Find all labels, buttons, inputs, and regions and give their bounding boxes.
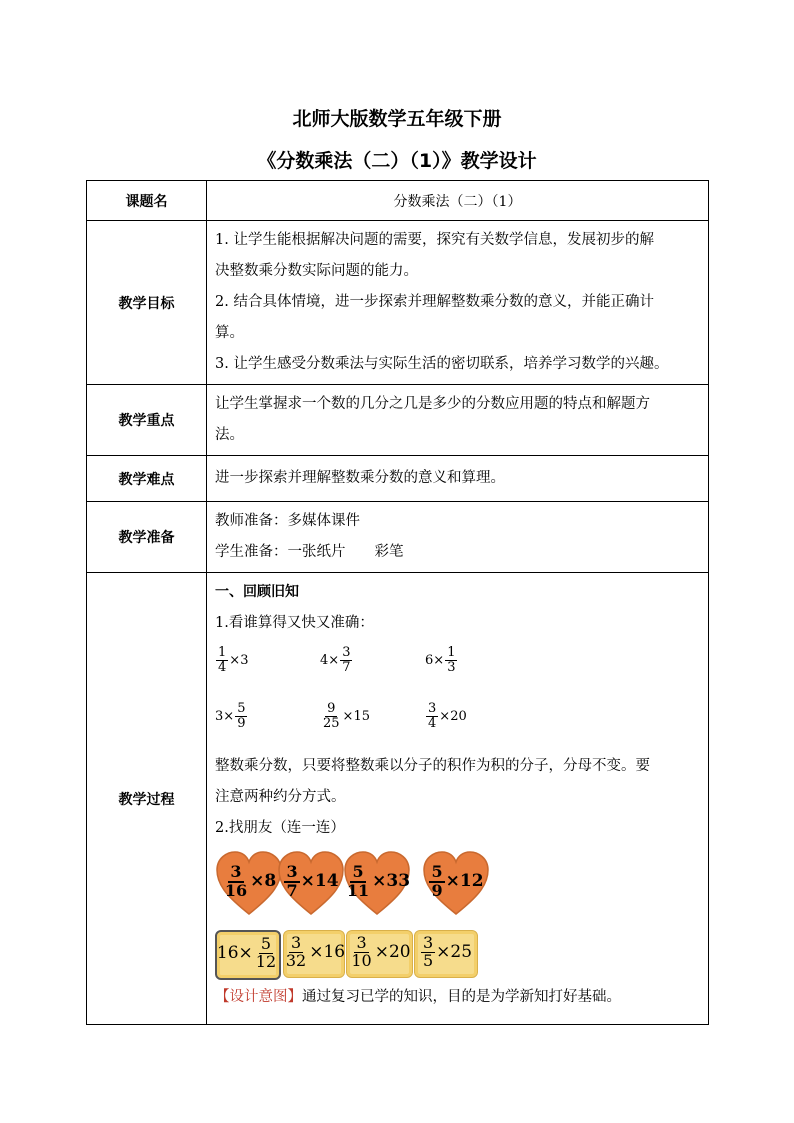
heart-card[interactable]: [215, 850, 283, 916]
value-key: [207, 385, 709, 456]
fraction: $\frac{9}{25}$: [323, 701, 340, 731]
value-difficulty: 进一步探索并理解整数乘分数的意义和算理。: [207, 456, 709, 502]
exercise-row-2: [215, 695, 702, 751]
exercise-heading: 1.看谁算得又快又准确：: [215, 615, 374, 631]
label-topic: 课题名: [87, 181, 207, 221]
multiplication-expression: $\frac{3}{32}$ × 16: [285, 933, 346, 970]
fraction: $\frac{3}{10}$: [351, 933, 372, 970]
answer-card[interactable]: [414, 930, 478, 978]
multiplication-expression: 6 × $\frac{1}{3}$: [425, 645, 456, 675]
note-line: 注意两种约分方式。: [215, 789, 346, 805]
multiplication-expression: 3 × $\frac{5}{9}$: [215, 701, 246, 731]
row-topic: [87, 181, 709, 221]
answer-card[interactable]: [215, 930, 281, 980]
multiplication-expression: $\frac{5}{9}$ × 12: [431, 862, 484, 900]
heart-card[interactable]: [277, 850, 345, 916]
intent-text: 通过复习已学的知识，目的是为学新知打好基础。: [302, 989, 621, 1005]
label-goals: 教学目标: [87, 221, 207, 385]
key-line: 法。: [215, 427, 244, 443]
doc-title: 北师大版数学五年级下册: [292, 108, 502, 130]
heart-card[interactable]: [343, 850, 411, 916]
heart-card[interactable]: [422, 850, 490, 916]
exercise-row-1: [215, 639, 702, 695]
row-process: [87, 573, 709, 1025]
fraction: $\frac{5}{11}$: [346, 862, 370, 900]
fraction: $\frac{5}{9}$: [237, 701, 246, 731]
fraction: $\frac{3}{7}$: [342, 645, 351, 675]
lesson-plan-table: [86, 180, 709, 1025]
goal-line: 1. 让学生能根据解决问题的需要，探究有关数学信息，发展初步的解: [215, 232, 654, 248]
card-row: [215, 930, 702, 982]
label-difficulty: 教学难点: [87, 456, 207, 502]
fraction: $\frac{1}{4}$: [218, 645, 227, 675]
multiplication-expression: $\frac{9}{25}$ × 15: [323, 701, 370, 731]
goal-line: 2. 结合具体情境，进一步探索并理解整数乘分数的意义，并能正确计: [215, 294, 654, 310]
match-heading: 2.找朋友（连一连）: [215, 820, 345, 836]
prep-student: 学生准备：一张纸片 彩笔: [215, 544, 404, 560]
fraction: $\frac{3}{5}$: [422, 933, 434, 970]
fraction: $\frac{5}{9}$: [431, 862, 443, 900]
value-topic: 分数乘法（二）（1）: [207, 181, 709, 221]
multiplication-expression: $\frac{5}{11}$ × 33: [346, 862, 411, 900]
key-line: 让学生掌握求一个数的几分之几是多少的分数应用题的特点和解题方: [215, 396, 650, 412]
intent-label: 【设计意图】: [215, 989, 302, 1005]
multiplication-expression: $\frac{1}{4}$ × 3: [218, 645, 249, 675]
row-difficulty: [87, 456, 709, 502]
row-goals: [87, 221, 709, 385]
multiplication-expression: $\frac{3}{16}$ × 8: [224, 862, 277, 900]
fraction: $\frac{3}{16}$: [224, 862, 248, 900]
fraction: $\frac{5}{12}$: [255, 934, 277, 971]
multiplication-expression: $\frac{3}{10}$ × 20: [351, 933, 411, 970]
answer-card[interactable]: [283, 930, 345, 978]
value-prep: [207, 502, 709, 573]
note-line: 整数乘分数，只要将整数乘以分子的积作为积的分子，分母不变。要: [215, 758, 650, 774]
section-heading: 一、回顾旧知: [215, 584, 299, 600]
multiplication-expression: 4 × $\frac{3}{7}$: [320, 645, 351, 675]
row-prep: [87, 502, 709, 573]
row-key: [87, 385, 709, 456]
goal-line: 3. 让学生感受分数乘法与实际生活的密切联系，培养学习数学的兴趣。: [215, 356, 669, 372]
answer-card[interactable]: [346, 930, 413, 978]
multiplication-expression: $\frac{3}{5}$ × 25: [422, 933, 473, 970]
doc-subtitle: 《分数乘法（二）（1）》教学设计: [257, 150, 537, 172]
heart-row: [215, 850, 702, 926]
multiplication-expression: $\frac{3}{7}$ × 14: [286, 862, 339, 900]
multiplication-expression: 16 × $\frac{5}{12}$: [216, 934, 277, 971]
fraction: $\frac{3}{4}$: [428, 701, 437, 731]
value-goals: [207, 221, 709, 385]
label-key: 教学重点: [87, 385, 207, 456]
design-intent: [215, 982, 702, 1013]
label-process: 教学过程: [87, 573, 207, 1025]
fraction: $\frac{3}{7}$: [286, 862, 298, 900]
multiplication-expression: $\frac{3}{4}$ × 20: [428, 701, 467, 731]
goal-line: 算。: [215, 325, 244, 341]
label-prep: 教学准备: [87, 502, 207, 573]
goal-line: 决整数乘分数实际问题的能力。: [215, 263, 418, 279]
value-process: [207, 573, 709, 1025]
fraction: $\frac{1}{3}$: [447, 645, 456, 675]
fraction: $\frac{3}{32}$: [285, 933, 307, 970]
prep-teacher: 教师准备：多媒体课件: [215, 513, 360, 529]
